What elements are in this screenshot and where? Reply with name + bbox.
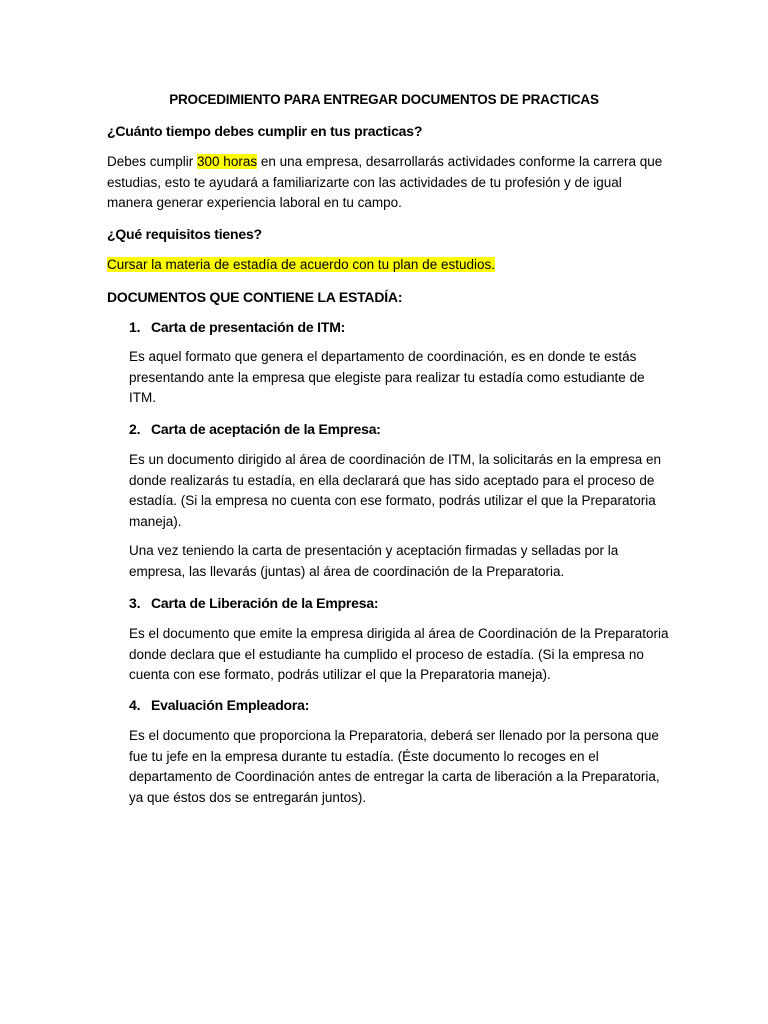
item-heading-2 (129, 421, 669, 437)
item-heading-1 (129, 319, 669, 335)
item-1-paragraph-1: Es aquel formato que genera el departamento de coordinación, es en donde te estás presentando ante la empresa que elegiste para realizar tu estadía como estudiante de ITM. (129, 349, 645, 405)
item-number-2: 2. (129, 421, 141, 437)
item-title-3: Carta de Liberación de la Empresa: (151, 595, 379, 611)
item-number-4: 4. (129, 697, 141, 713)
requirement-highlight: Cursar la materia de estadía de acuerdo con tu plan de estudios. (107, 257, 495, 272)
hours-paragraph (107, 152, 667, 214)
item-heading-4 (129, 697, 669, 713)
item-2-paragraph-2: Una vez teniendo la carta de presentación y aceptación firmadas y selladas por la empresa, las llevarás (juntas) al área de coordinación de la Preparatoria. (129, 543, 619, 579)
hours-text-after: en una empresa, desarrollarás actividades conforme la carrera que estudias, esto te ayudará a familiarizarte con las actividades de tu profesión y de igual manera generar experiencia laboral en tu campo. (107, 154, 663, 210)
item-title-1: Carta de presentación de ITM: (151, 319, 346, 335)
item-heading-3 (129, 595, 669, 611)
requirement-paragraph (107, 255, 667, 276)
question-hours: ¿Cuánto tiempo debes cumplir en tus practicas? (107, 123, 423, 139)
item-4-paragraph-1: Es el documento que proporciona la Preparatoria, deberá ser llenado por la persona que fue tu jefe en la empresa durante tu estadía. (Éste documento lo recoges en el departamento de Coordinación antes de entregar la carta de liberación a la Preparatoria, ya que éstos dos se entregarán juntos). (129, 728, 660, 805)
documents-heading: DOCUMENTOS QUE CONTIENE LA ESTADÍA: (107, 289, 403, 305)
hours-highlight: 300 horas (197, 154, 258, 169)
hours-text-before: Debes cumplir (107, 154, 198, 169)
item-3-paragraph-1: Es el documento que emite la empresa dirigida al área de Coordinación de la Preparatoria donde declara que el estudiante ha cumplido el proceso de estadía. (Si la empresa no cuenta con ese formato, podrás utilizar el que la Preparatoria maneja). (129, 626, 669, 682)
item-title-2: Carta de aceptación de la Empresa: (151, 421, 381, 437)
question-requirements: ¿Qué requisitos tienes? (107, 226, 262, 242)
item-title-4: Evaluación Empleadora: (151, 697, 310, 713)
item-2-paragraph-1: Es un documento dirigido al área de coordinación de ITM, la solicitarás en la empresa en donde realizarás tu estadía, en ella declarará que has sido aceptado para el proceso de estadía. (Si la empresa no cuenta con ese formato, podrás utilizar el que la Preparatoria maneja). (129, 452, 662, 529)
item-number-3: 3. (129, 595, 141, 611)
item-number-1: 1. (129, 319, 141, 335)
document-title: PROCEDIMIENTO PARA ENTREGAR DOCUMENTOS DE PRACTICAS (169, 92, 599, 107)
